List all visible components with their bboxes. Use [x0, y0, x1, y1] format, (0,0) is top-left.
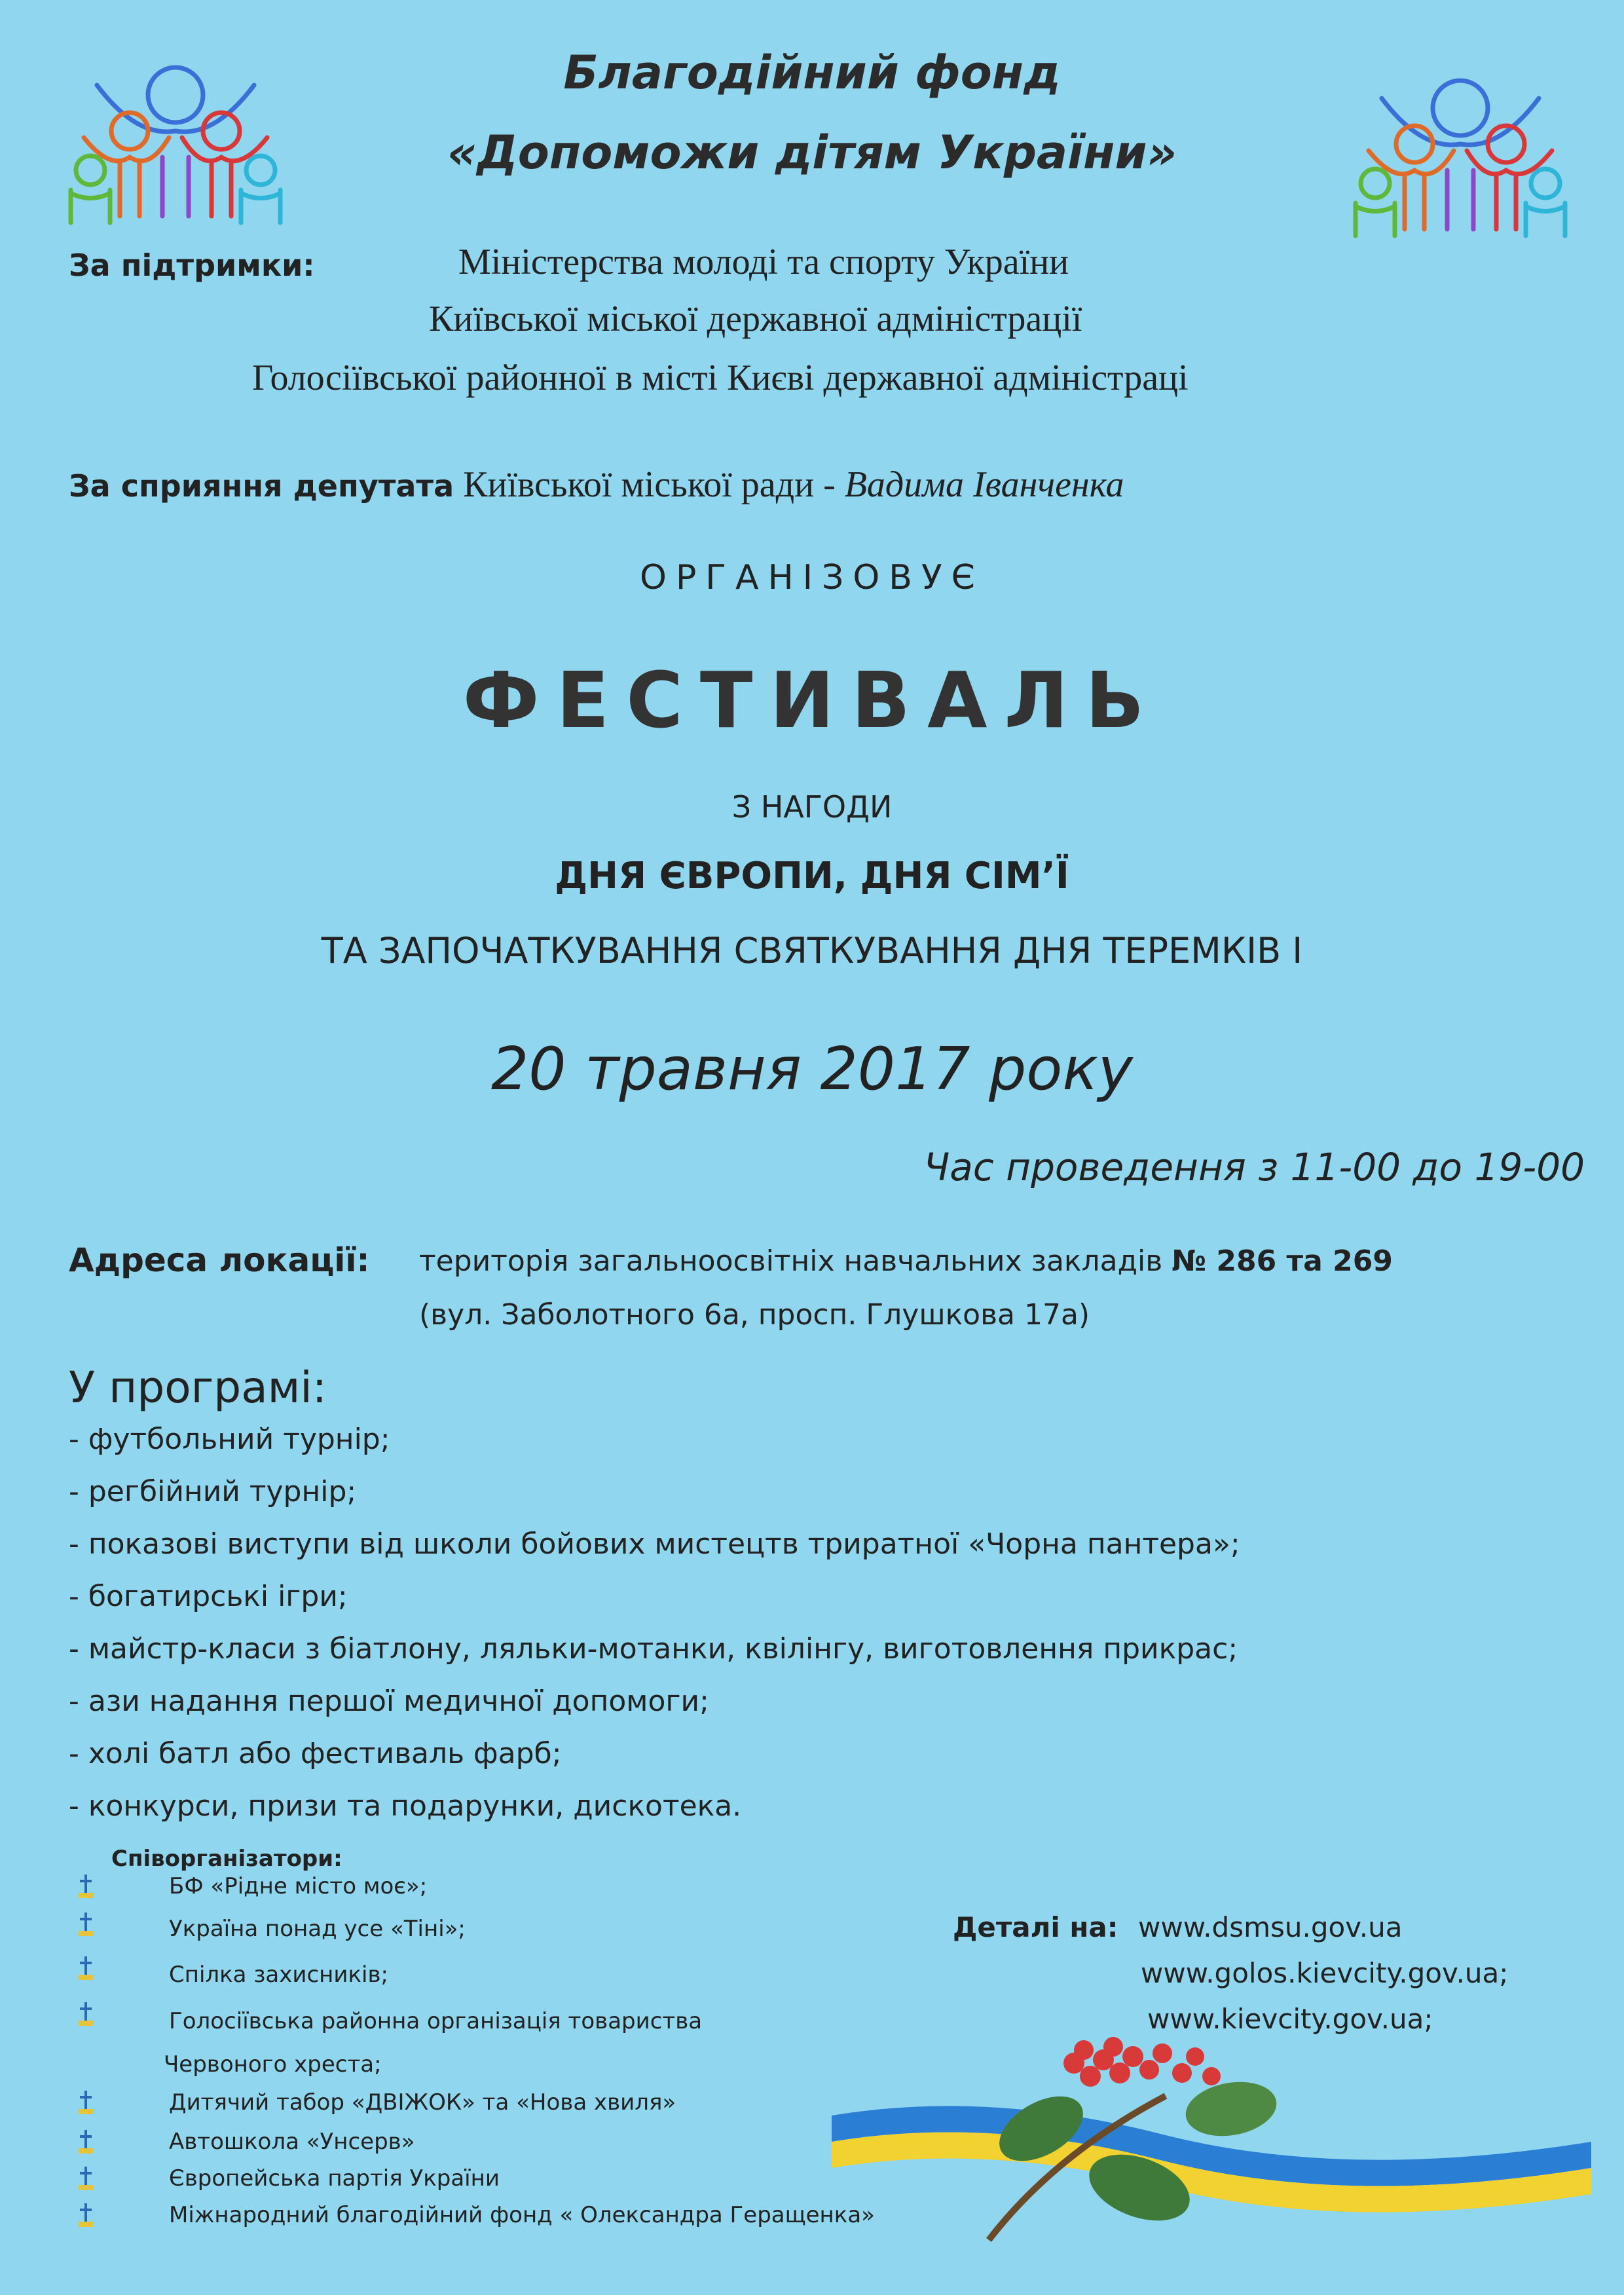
coorganizer-item: БФ «Рідне місто моє»; [169, 1873, 428, 1899]
program-item: - богатирські ігри; [69, 1580, 348, 1613]
organizes-label: ОРГАНІЗОВУЄ [640, 558, 984, 597]
address-line-1 [419, 1244, 1393, 1278]
program-title: У програмі: [69, 1362, 327, 1413]
occasion-main: ДНЯ ЄВРОПИ, ДНЯ СІМ’Ї [555, 855, 1069, 897]
assistance-text: Київської міської ради - [454, 464, 845, 505]
coorganizer-item: Європейська партія України [169, 2165, 500, 2192]
program-item: - ази надання першої медичної допомоги; [69, 1685, 709, 1718]
cross-bullet-icon [77, 1911, 94, 1937]
festival-title: ФЕСТИВАЛЬ [462, 655, 1162, 745]
coorganizer-item: Україна понад усе «Тіні»; [169, 1916, 466, 1942]
coorganizer-item: Дитячий табор «ДВІЖОК» та «Нова хвиля» [169, 2089, 676, 2116]
details-link-dsmsu[interactable]: www.dsmsu.gov.ua [1138, 1911, 1403, 1943]
cross-bullet-icon [77, 1873, 94, 1899]
deputy-name: Вадима Іванченка [844, 464, 1124, 505]
org-title-line1: Благодійний фонд [563, 46, 1061, 100]
coorganizer-item: Міжнародний благодійний фонд « Олександра Геращенка» [169, 2202, 875, 2228]
details-link-golos[interactable]: www.golos.kievcity.gov.ua; [1141, 1957, 1509, 1989]
program-item: - холі батл або фестиваль фарб; [69, 1737, 562, 1770]
coorganizer-item: Голосіївська районна організація товариства [169, 2008, 703, 2034]
ukrainian-ribbon-icon [825, 2024, 1598, 2273]
coorganizer-item: Автошкола «Унсерв» [169, 2129, 415, 2155]
coorganizer-item: Спілка захисників; [169, 1962, 388, 1988]
details-link-kievcity[interactable]: www.kievcity.gov.ua; [1147, 2003, 1433, 2035]
assistance-label: За сприяння депутата [69, 468, 454, 504]
program-item: - конкурси, призи та подарунки, дискотека. [69, 1789, 742, 1823]
cross-bullet-icon [77, 2202, 94, 2228]
details-label: Деталі на: [953, 1911, 1118, 1943]
coorganizers-title: Співорганізатори: [111, 1846, 342, 1872]
occasion-intro: З НАГОДИ [731, 789, 893, 825]
address-label: Адреса локації: [69, 1241, 370, 1279]
cross-bullet-icon [77, 2089, 94, 2116]
festival-time: Час проведення з 11-00 до 19-00 [923, 1145, 1585, 1189]
cross-bullet-icon [77, 2129, 94, 2155]
program-item: - футбольний турнір; [69, 1423, 390, 1456]
cross-bullet-icon [77, 2001, 94, 2027]
occasion-extra: ТА ЗАПОЧАТКУВАННЯ СВЯТКУВАННЯ ДНЯ ТЕРЕМКІВ І [321, 930, 1303, 971]
coorganizer-item-continued: Червоного хреста; [164, 2051, 382, 2078]
support-line-3: Голосіївської районної в місті Києві державної адміністраці [252, 358, 1189, 398]
address-schools: № 286 та 269 [1172, 1244, 1393, 1278]
program-item: - показові виступи від школи бойових мистецтв триратної «Чорна пантера»; [69, 1527, 1240, 1561]
support-line-2: Київської міської державної адміністрації [429, 299, 1082, 339]
support-line-1: Міністерства молоді та спорту України [458, 242, 1069, 282]
assistance-line [69, 464, 1124, 506]
program-item: - майстр-класи з біатлону, ляльки-мотанки, квілінгу, виготовлення прикрас; [69, 1632, 1238, 1666]
festival-date: 20 травня 2017 року [491, 1035, 1133, 1104]
address-line-2: (вул. Заболотного 6а, просп. Глушкова 17а) [419, 1298, 1090, 1332]
cross-bullet-icon [77, 2165, 94, 2192]
cross-bullet-icon [77, 1955, 94, 1981]
address-prefix: територія загальноосвітніх навчальних закладів [419, 1244, 1172, 1278]
program-item: - регбійний турнір; [69, 1475, 357, 1508]
org-title-line2: «Допоможи дітям України» [447, 126, 1177, 179]
support-label: За підтримки: [69, 248, 315, 283]
